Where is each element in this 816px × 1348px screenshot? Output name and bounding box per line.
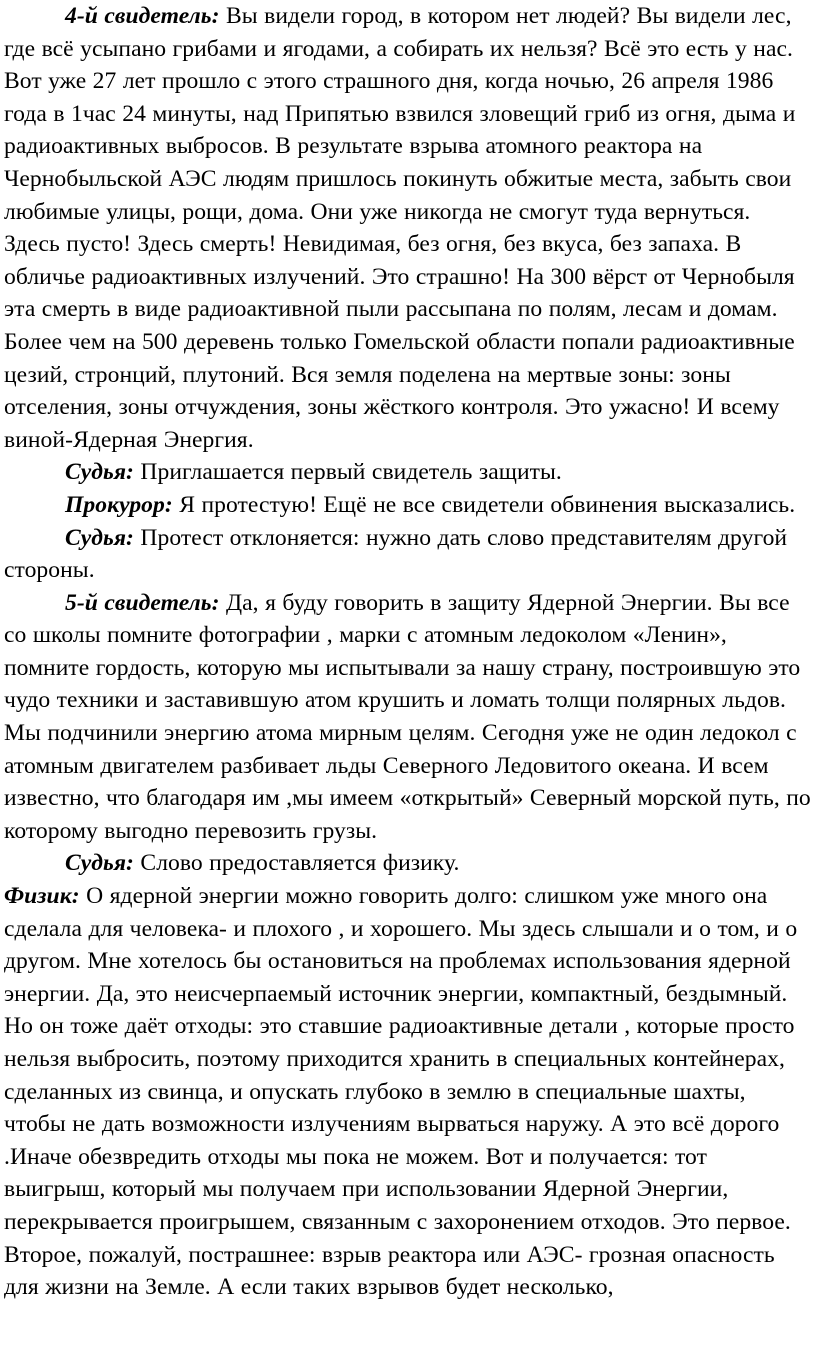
paragraph-physicist [4, 880, 812, 1304]
paragraph-text: О ядерной энергии можно говорить долго: слишком уже много она сделала для человека- и плохого , и хорошего. Мы здесь слышали и о том, и о другом. Мне хотелось бы остановиться на проблемах использования ядерной энергии. Да, это неисчерпаемый источник энергии, компактный, бездымный. Но он тоже даёт отходы: это ставшие радиоактивные детали , которые просто нельзя выбросить, поэтому приходится хранить в специальных контейнерах, сделанных из свинца, и опускать глубоко в землю в специальные шахты, чтобы не дать возможности излучениям вырваться наружу. А это всё дорого .Иначе обезвредить отходы мы пока не можем. Вот и получается: тот выигрыш, который мы получаем при использовании Ядерной Энергии, перекрывается проигрышем, связанным с захоронением отходов. Это первое. Второе, пожалуй, пострашнее: взрыв реактора или АЭС- грозная опасность для жизни на Земле. А если таких взрывов будет несколько, [4, 883, 798, 1301]
speaker-label: Судья: [65, 850, 134, 877]
speaker-label: Судья: [65, 459, 134, 486]
paragraph-text: Вы видели город, в котором нет людей? Вы видели лес, где всё усыпано грибами и ягодами, а собирать их нельзя? Всё это есть у нас. [4, 3, 793, 62]
paragraph-judge-3 [4, 847, 812, 880]
paragraph-witness-4 [4, 0, 812, 65]
paragraph-text: Я протестую! Ещё не все свидетели обвинения высказались. [172, 491, 796, 518]
paragraph-judge-2 [4, 522, 812, 587]
speaker-label: Физик: [4, 883, 80, 910]
speaker-label: Прокурор: [65, 491, 173, 518]
document-page [4, 0, 812, 1304]
paragraph-text: Приглашается первый свидетель защиты. [133, 459, 562, 486]
paragraph-text: Слово предоставляется физику. [133, 850, 460, 877]
paragraph-text: Протест отклоняется: нужно дать слово представителям другой стороны. [4, 524, 788, 584]
speaker-label: 5-й свидетель: [65, 589, 220, 616]
speaker-label: 4-й свидетель: [65, 3, 220, 29]
paragraph-judge-1 [4, 456, 812, 489]
paragraph-chernobyl [4, 65, 812, 456]
paragraph-text: Да, я буду говорить в защиту Ядерной Энергии. Вы все со школы помните фотографии , марки с атомным ледоколом «Ленин», помните гордость, которую мы испытывали за нашу страну, построившую это чудо техники и заставившую атом крушить и ломать толщи полярных льдов. Мы подчинили энергию атома мирным целям. Сегодня уже не один ледокол с атомным двигателем разбивает льды Северного Ледовитого океана. И всем известно, что благодаря им ,мы имеем «открытый» Северный морской путь, по которому выгодно перевозить грузы. [4, 589, 811, 844]
paragraph-prosecutor [4, 489, 812, 522]
paragraph-text: Вот уже 27 лет прошло с этого страшного дня, когда ночью, 26 апреля 1986 года в 1час 24 минуты, над Припятью взвился зловещий гриб из огня, дыма и радиоактивных выбросов. В результате взрыва атомного реактора на Чернобыльской АЭС людям пришлось покинуть обжитые места, забыть свои любимые улицы, рощи, дома. Они уже никогда не смогут туда вернуться. Здесь пусто! Здесь смерть! Невидимая, без огня, без вкуса, без запаха. В обличье радиоактивных излучений. Это страшно! На 300 вёрст от Чернобыля эта смерть в виде радиоактивной пыли рассыпана по полям, лесам и домам. Более чем на 500 деревень только Гомельской области попали радиоактивные цезий, стронций, плутоний. Вся земля поделена на мертвые зоны: зоны отселения, зоны отчуждения, зоны жёсткого контроля. Это ужасно! И всему виной-Ядерная Энергия. [4, 68, 796, 453]
speaker-label: Судья: [65, 524, 134, 551]
paragraph-witness-5 [4, 587, 812, 848]
